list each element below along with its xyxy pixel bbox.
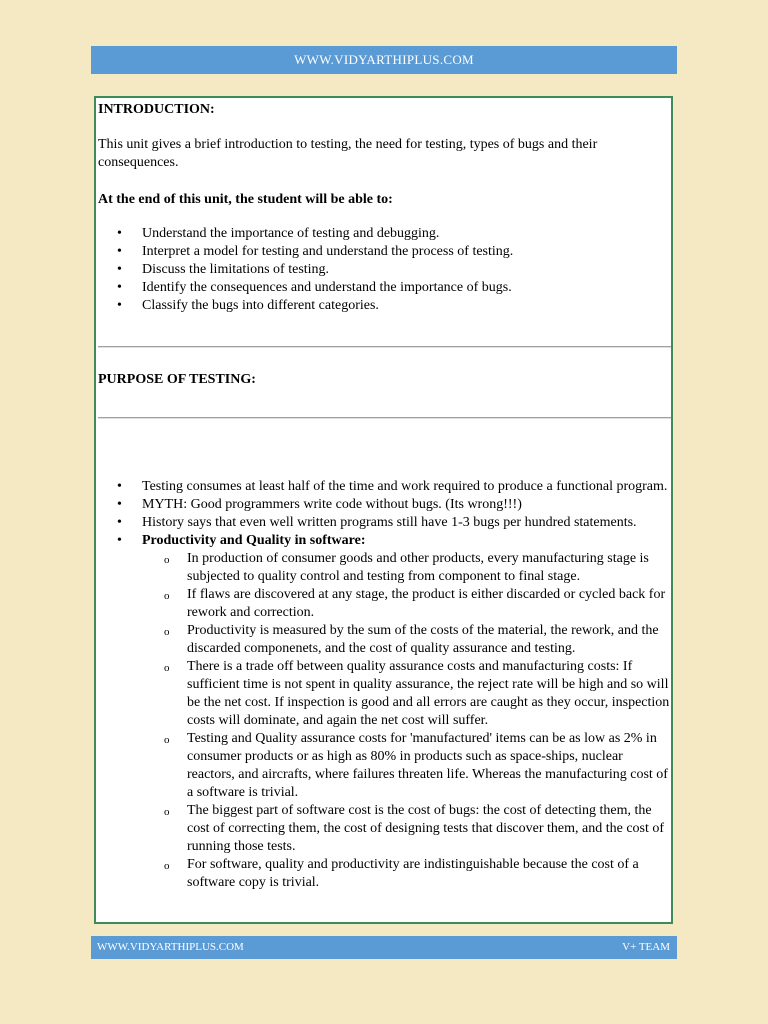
horizontal-rule — [98, 346, 671, 348]
objectives-list — [96, 225, 673, 315]
header-banner — [91, 46, 677, 74]
bullet-icon: • — [117, 479, 122, 494]
objective-item — [96, 279, 673, 297]
circle-bullet-icon: o — [164, 860, 170, 872]
footer-team-name: V+ TEAM — [622, 941, 670, 953]
bullet-icon: • — [117, 226, 122, 241]
productivity-text: If flaws are discovered at any stage, the product is either discarded or cycled back for rework and correction. — [187, 587, 666, 620]
objective-text: Discuss the limitations of testing. — [142, 262, 330, 277]
footer-site-name: WWW.VIDYARTHIPLUS.COM — [97, 941, 244, 953]
objective-item — [96, 225, 673, 243]
productivity-item — [142, 856, 673, 892]
objective-item — [96, 297, 673, 315]
purpose-text: MYTH: Good programmers write code without bugs. (Its wrong!!!) — [142, 497, 522, 512]
circle-bullet-icon: o — [164, 662, 170, 674]
bullet-icon: • — [117, 497, 122, 512]
productivity-item — [142, 802, 673, 856]
bullet-icon: • — [117, 244, 122, 259]
introduction-heading: INTRODUCTION: — [98, 102, 215, 117]
objective-item — [96, 243, 673, 261]
purpose-item-productivity — [96, 532, 673, 892]
productivity-item — [142, 730, 673, 802]
productivity-item — [142, 658, 673, 730]
content-box — [94, 96, 673, 924]
bullet-icon: • — [117, 515, 122, 530]
horizontal-rule — [98, 417, 671, 419]
bullet-icon: • — [117, 533, 122, 548]
productivity-list — [142, 550, 673, 892]
footer-banner — [91, 936, 677, 959]
purpose-item — [96, 478, 673, 496]
purpose-text: Testing consumes at least half of the time and work required to produce a functional program. — [142, 479, 668, 494]
objective-text: Understand the importance of testing and debugging. — [142, 226, 440, 241]
productivity-text: The biggest part of software cost is the cost of bugs: the cost of detecting them, the cost of correcting them, the cost of designing tests that discover them, and the cost of running those tests. — [187, 803, 665, 854]
circle-bullet-icon: o — [164, 590, 170, 602]
introduction-text: This unit gives a brief introduction to testing, the need for testing, types of bugs and their consequences. — [98, 137, 598, 170]
circle-bullet-icon: o — [164, 734, 170, 746]
bullet-icon: • — [117, 280, 122, 295]
objective-text: Classify the bugs into different categories. — [142, 298, 379, 313]
objective-text: Interpret a model for testing and understand the process of testing. — [142, 244, 514, 259]
productivity-heading: Productivity and Quality in software: — [142, 533, 366, 548]
bullet-icon: • — [117, 262, 122, 277]
productivity-text: Testing and Quality assurance costs for 'manufactured' items can be as low as 2% in consumer products or as high as 80% in products such as space-ships, nuclear reactors, and aircrafts, where failures threaten life. Whereas the manufacturing cost of a software is trivial. — [187, 731, 668, 800]
purpose-item — [96, 496, 673, 514]
productivity-item — [142, 550, 673, 586]
objective-text: Identify the consequences and understand the importance of bugs. — [142, 280, 512, 295]
productivity-text: For software, quality and productivity are indistinguishable because the cost of a software copy is trivial. — [187, 857, 639, 890]
header-site-name: WWW.VIDYARTHIPLUS.COM — [294, 52, 474, 67]
circle-bullet-icon: o — [164, 806, 170, 818]
productivity-item — [142, 622, 673, 658]
purpose-heading: PURPOSE OF TESTING: — [98, 372, 256, 387]
purpose-list — [96, 478, 673, 892]
objective-item — [96, 261, 673, 279]
productivity-text: There is a trade off between quality assurance costs and manufacturing costs: If sufficient time is not spent in quality assurance, the reject rate will be high and so will be the net cost. If inspection is good and all errors are caught as they occur, inspection costs will dominate, and again the net cost will suffer. — [187, 659, 670, 728]
circle-bullet-icon: o — [164, 554, 170, 566]
productivity-text: Productivity is measured by the sum of the costs of the material, the rework, and the discarded componenets, and the cost of quality assurance and testing. — [187, 623, 659, 656]
bullet-icon: • — [117, 298, 122, 313]
objectives-heading: At the end of this unit, the student will be able to: — [98, 192, 393, 207]
productivity-item — [142, 586, 673, 622]
circle-bullet-icon: o — [164, 626, 170, 638]
purpose-item — [96, 514, 673, 532]
purpose-text: History says that even well written programs still have 1-3 bugs per hundred statements. — [142, 515, 637, 530]
productivity-text: In production of consumer goods and other products, every manufacturing stage is subjected to quality control and testing from component to final stage. — [187, 551, 649, 584]
